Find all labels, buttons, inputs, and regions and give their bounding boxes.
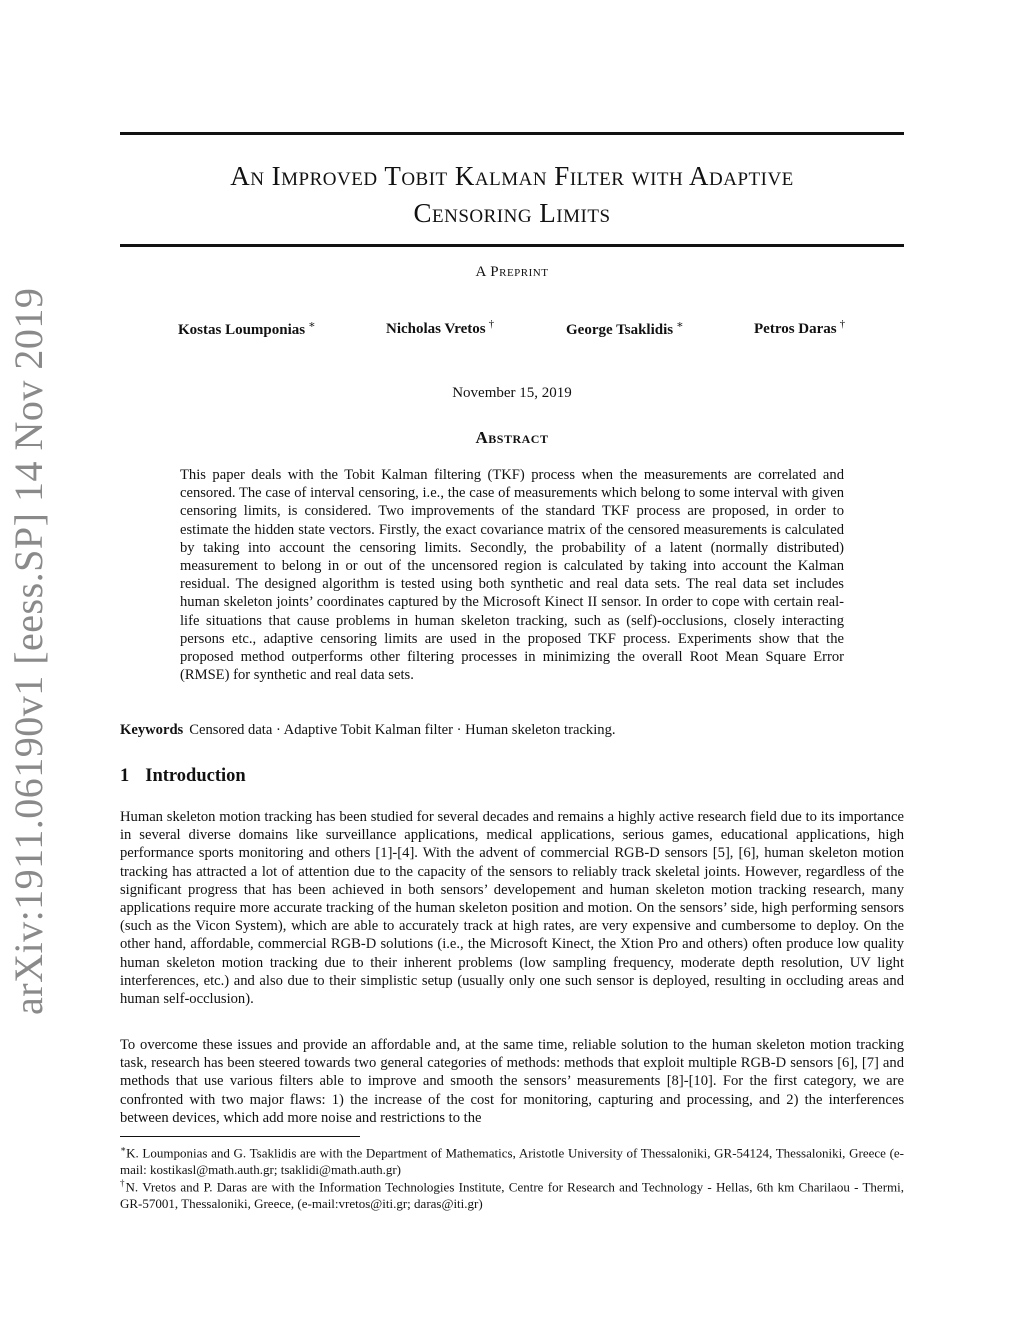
preprint-label: A Preprint bbox=[475, 264, 549, 280]
author-4 bbox=[754, 318, 845, 338]
footnote-1 bbox=[120, 1141, 904, 1178]
author-name: Kostas Loumponias bbox=[178, 322, 306, 338]
publication-date: November 15, 2019 bbox=[452, 385, 572, 401]
author-3 bbox=[566, 318, 684, 339]
footnote-mark: ∗ bbox=[120, 1144, 127, 1154]
footnote-rule bbox=[120, 1136, 360, 1137]
title-line-1: An Improved Tobit Kalman Filter with Adaptive bbox=[230, 161, 794, 191]
author-affiliation-mark: † bbox=[839, 318, 846, 330]
footnote-2 bbox=[120, 1175, 904, 1212]
keywords bbox=[120, 722, 904, 739]
footnote-text: N. Vretos and P. Daras are with the Information Technologies Institute, Centre for Research and Technology - Hellas, 6th km Charilaou - Thermi, GR-57001, Thessaloniki, Greece, (e-mail:vretos@iti.gr; daras@iti.gr) bbox=[120, 1179, 905, 1211]
section-number: 1 bbox=[120, 766, 130, 786]
intro-paragraph-2: To overcome these issues and provide an affordable and, at the same time, reliable solution to the human skeleton motion tracking task, research has been steered towards two general categories of methods: methods that exploit multiple RGB-D sensors [6], [7] and methods that use various filters able to improve and smooth the sensors’ measurements [8]-[10]. For the first category, we are confronted with two major flaws: 1) the increase of the cost for monitoring, capturing and processing, and 2) the interferences between devices, which add more noise and restrictions to the bbox=[120, 1037, 904, 1126]
keywords-label: Keywords bbox=[120, 722, 184, 738]
author-name: Nicholas Vretos bbox=[386, 321, 486, 337]
title-line-2: Censoring Limits bbox=[413, 198, 611, 228]
section-heading-introduction bbox=[120, 766, 246, 787]
abstract-heading: Abstract bbox=[475, 428, 549, 447]
author-affiliation-mark: † bbox=[488, 318, 495, 330]
title-rule-bottom bbox=[120, 244, 904, 247]
intro-paragraph-1: Human skeleton motion tracking has been studied for several decades and remains a highly active research field due to its importance in several diverse domains like surveillance applications, medical applications, serious games, educational applications, high performance sports monitoring and others [1]-[4]. With the advent of commercial RGB-D sensors [5], [6], human skeleton motion tracking has attracted a lot of attention due to the capacity of the sensors to reliably track skeletal joints. However, regardless of the significant progress that has been achieved in both sensors’ developement and human skeleton motion tracking research, many applications require more accurate tracking of the human skeleton position and motion. On the sensors’ side, high performing sensors (such as the Vicon System), which are able to accurately track at high rates, are very expensive and cumbersome to deploy. On the other hand, affordable, commercial RGB-D solutions (i.e., the Microsoft Kinect, the Xtion Pro and others) often produce low quality human skeleton motion tracking due to their inherent problems (low sampling frequency, moderate depth resolution, UV light interferences, etc.) and also due to their simplistic setup (usually only one such sensor is deployed, resulting in occluding areas and human self-occlusion). bbox=[120, 809, 904, 1008]
author-1 bbox=[178, 318, 316, 339]
title-rule-top bbox=[120, 132, 904, 135]
paper-title bbox=[120, 158, 904, 232]
author-2 bbox=[386, 318, 494, 338]
author-name: Petros Daras bbox=[754, 321, 837, 337]
author-name: George Tsaklidis bbox=[566, 322, 674, 338]
abstract-text: This paper deals with the Tobit Kalman filtering (TKF) process when the measurements are correlated and censored. The case of interval censoring, i.e., the case of measurements which belong to some interval with given censoring limits, is considered. Two improvements of the standard TKF process are proposed, in order to estimate the hidden state vectors. Firstly, the exact covariance matrix of the censored measurements is calculated by taking into account the censoring limits. Secondly, the probability of a latent (normally distributed) measurement to belong in or out of the uncensored region is calculated by taking into account the Kalman residual. The designed algorithm is tested using both synthetic and real data sets. The real data set includes human skeleton joints’ coordinates captured by the Microsoft Kinect II sensor. In order to cope with certain real-life situations that cause problems in human skeleton tracking, such as (self)-occlusions, closely interacting persons etc., adaptive censoring limits are used in the proposed TKF process. Experiments show that the proposed method outperforms other filtering processes in minimizing the overall Root Mean Square Error (RMSE) for synthetic and real data sets. bbox=[180, 467, 844, 684]
keywords-text: Censored data · Adaptive Tobit Kalman filter · Human skeleton tracking. bbox=[189, 722, 616, 738]
author-affiliation-mark: ∗ bbox=[676, 319, 684, 331]
author-affiliation-mark: ∗ bbox=[308, 319, 316, 331]
footnote-text: K. Loumponias and G. Tsaklidis are with the Department of Mathematics, Aristotle University of Thessaloniki, GR-54124, Thessaloniki, Greece (e-mail: kostikasl@math.auth.gr; tsaklidi@math.auth.gr) bbox=[120, 1145, 904, 1177]
section-title: Introduction bbox=[145, 766, 246, 786]
footnote-mark: † bbox=[120, 1178, 126, 1188]
arxiv-identifier: arXiv:1911.06190v1 [eess.SP] 14 Nov 2019 bbox=[6, 287, 51, 1015]
